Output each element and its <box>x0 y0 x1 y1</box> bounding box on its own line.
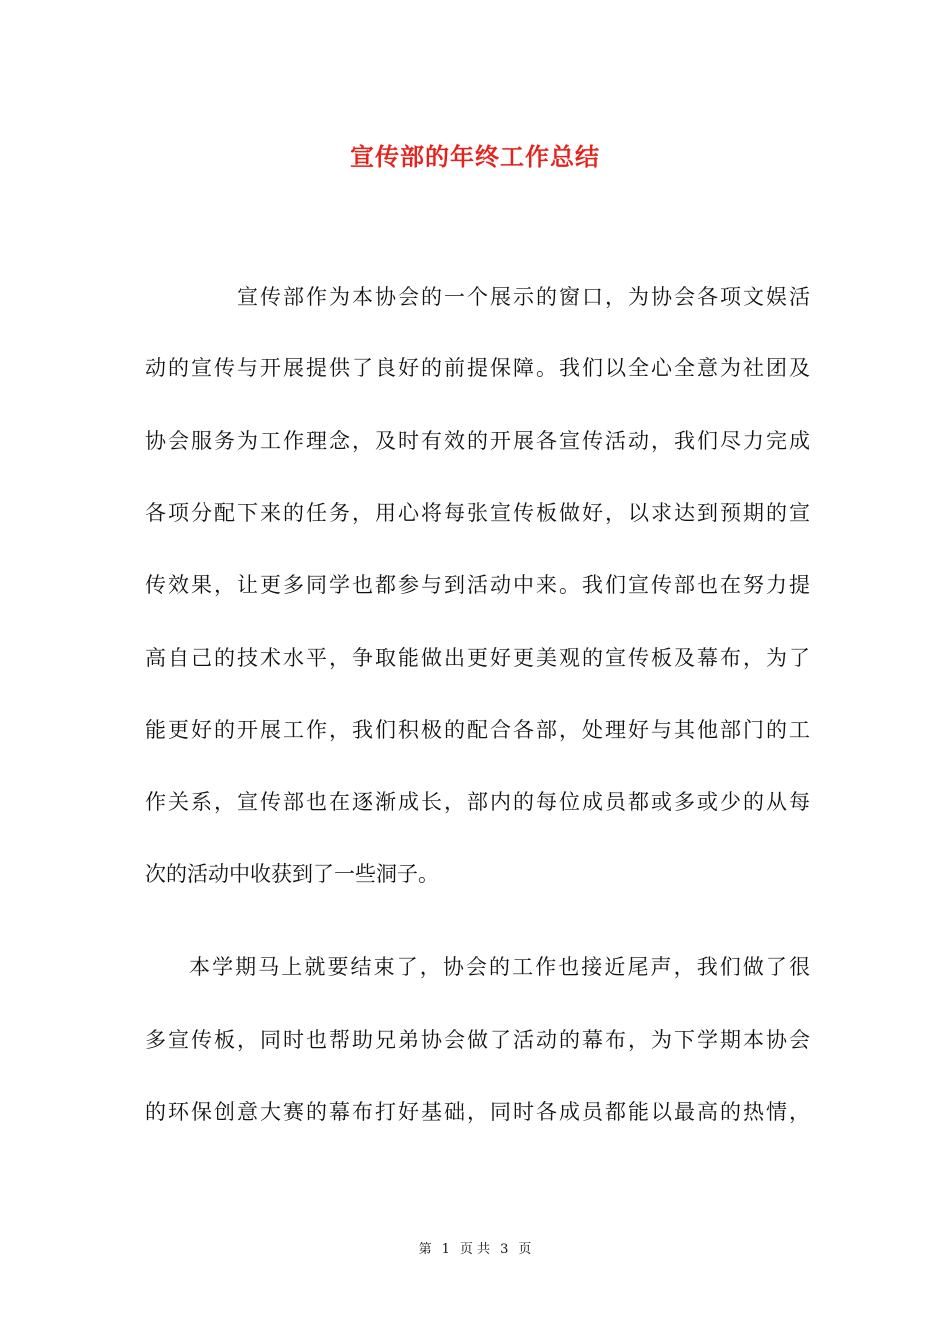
paragraph-line: 传效果，让更多同学也都参与到活动中来。我们宣传部也在努力提 <box>145 573 810 597</box>
footer-page-number: 1 <box>441 1242 450 1257</box>
paragraph-line: 能更好的开展工作，我们积极的配合各部，处理好与其他部门的工 <box>145 718 810 742</box>
page-footer <box>0 1238 950 1257</box>
paragraph-line: 宣传部作为本协会的一个展示的窗口，为协会各项文娱活 <box>237 285 810 309</box>
paragraph-line: 各项分配下来的任务，用心将每张宣传板做好，以求达到预期的宣 <box>145 501 810 525</box>
paragraph-line: 高自己的技术水平，争取能做出更好更美观的宣传板及幕布，为了 <box>145 646 810 670</box>
footer-total-pages: 3 <box>500 1242 509 1257</box>
paragraph-line: 作关系，宣传部也在逐渐成长，部内的每位成员都或多或少的从每 <box>145 790 810 814</box>
footer-middle: 页 共 <box>459 1242 491 1257</box>
paragraph-line: 的环保创意大赛的幕布打好基础，同时各成员都能以最高的热情， <box>145 1100 810 1124</box>
footer-prefix: 第 <box>418 1242 432 1257</box>
paragraph-line: 协会服务为工作理念，及时有效的开展各宣传活动，我们尽力完成 <box>145 429 810 453</box>
paragraph-line: 多宣传板，同时也帮助兄弟协会做了活动的幕布，为下学期本协会 <box>145 1028 810 1052</box>
paragraph-line: 本学期马上就要结束了，协会的工作也接近尾声，我们做了很 <box>189 955 810 979</box>
paragraph-line: 动的宣传与开展提供了良好的前提保障。我们以全心全意为社团及 <box>145 356 810 380</box>
document-title: 宣传部的年终工作总结 <box>350 142 600 171</box>
footer-suffix: 页 <box>518 1242 532 1257</box>
paragraph-line: 次的活动中收获到了一些洞子。 <box>145 862 439 886</box>
